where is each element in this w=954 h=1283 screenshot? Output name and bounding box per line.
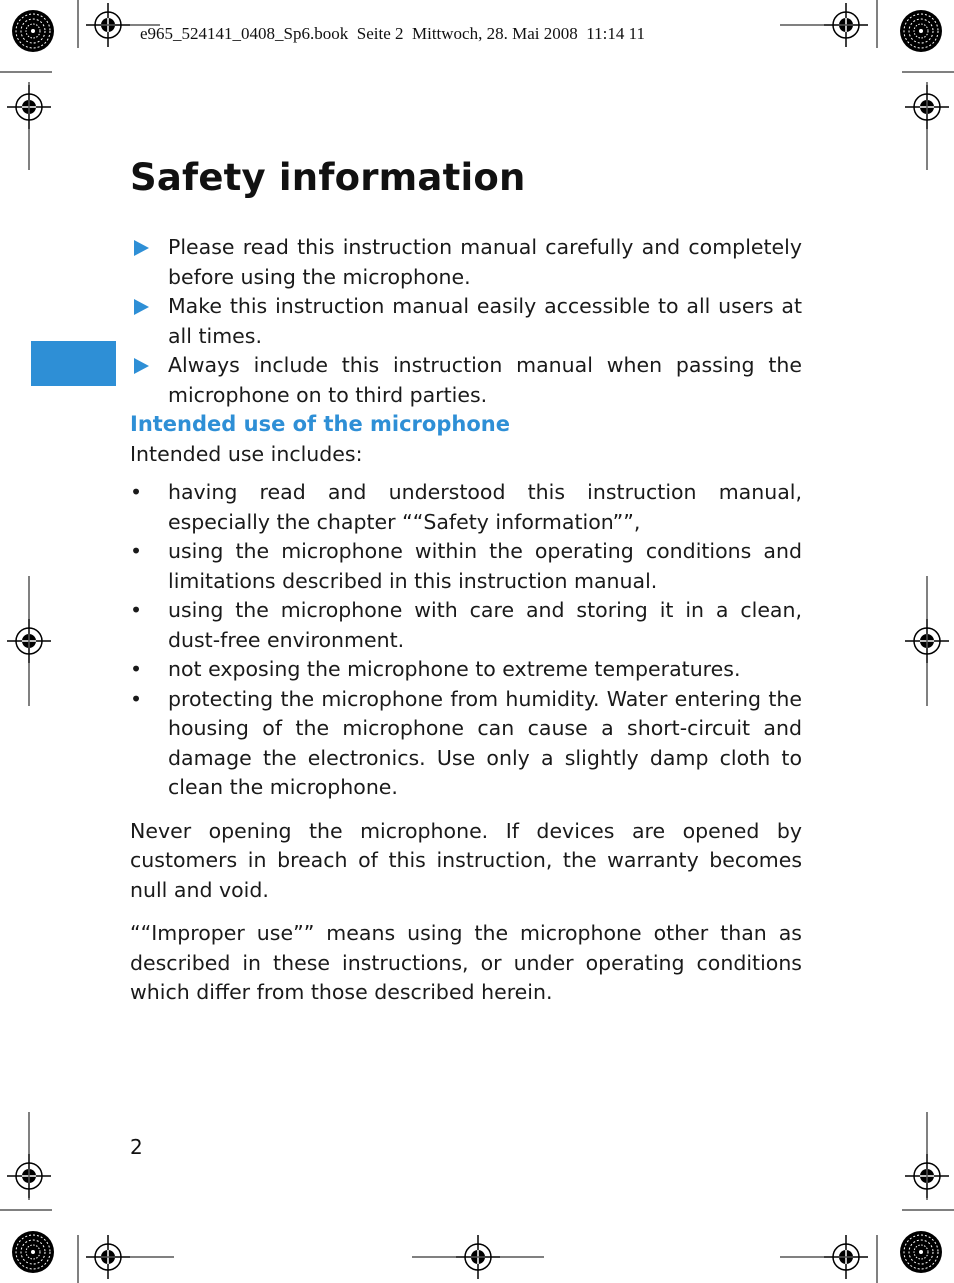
star-target-icon [900,10,942,52]
section-heading: Intended use of the microphone [130,412,510,436]
registration-mark-icon [7,85,51,129]
list-item [130,685,802,803]
star-target-icon [900,1231,942,1273]
body-paragraph: Never opening the microphone. If devices are opened by customers in breach of this instruction, the warranty becomes null and void. [130,818,802,902]
list-item-text: using the microphone within the operating conditions and limitations described in this instruction manual. [168,539,802,593]
star-target-icon [12,10,54,52]
registration-mark-icon [7,1154,51,1198]
instruction-list [130,233,802,410]
bullet-icon: • [130,480,143,504]
bullet-icon: • [130,686,143,711]
chapter-tab [31,341,116,386]
registration-mark-icon [456,1235,500,1279]
page-number: 2 [130,1135,143,1159]
arrow-right-icon [134,299,149,315]
registration-mark-icon [824,3,868,47]
list-item [130,478,802,537]
registration-mark-icon [86,1235,130,1279]
body-paragraph: ““Improper use”” means using the microphone other than as described in these instructions, or under operating conditions which differ from those described herein. [130,921,802,1004]
bullet-icon: • [130,539,143,563]
list-item [130,655,802,685]
registration-mark-icon [905,619,949,663]
registration-mark-icon [905,85,949,129]
list-item [130,537,802,596]
print-header: e965_524141_0408_Sp6.book Seite 2 Mittwoch, 28. Mai 2008 11:14 11 [140,24,645,43]
intro-text: Intended use includes: [130,441,363,466]
instruction-text: Always include this instruction manual when passing the microphone on to third parties. [168,353,802,407]
bullet-list [130,478,802,803]
arrow-right-icon [134,358,149,374]
registration-mark-icon [86,3,130,47]
registration-mark-icon [905,1154,949,1198]
star-target-icon [12,1231,54,1273]
page-title: Safety information [130,156,526,199]
arrow-right-icon [134,240,149,256]
instruction-text: Make this instruction manual easily accessible to all users at all times. [168,294,802,348]
main-content [130,233,802,1022]
instruction-item [130,351,802,410]
registration-mark-icon [824,1235,868,1279]
list-item-text: protecting the microphone from humidity. Water entering the housing of the microphone can cause a short-circuit and damage the electronics. Use only a slightly damp cloth to clean the microphone. [168,686,802,799]
bullet-icon: • [130,598,143,622]
instruction-text: Please read this instruction manual carefully and completely before using the microphone. [168,235,802,289]
list-item [130,596,802,655]
bullet-icon: • [130,657,143,681]
instruction-item [130,292,802,351]
list-item-text: using the microphone with care and storing it in a clean, dust-free environment. [168,598,802,652]
list-item-text: having read and understood this instruction manual, especially the chapter ““Safety information””, [168,480,802,534]
instruction-item [130,233,802,292]
registration-mark-icon [7,619,51,663]
list-item-text: not exposing the microphone to extreme temperatures. [168,657,741,681]
